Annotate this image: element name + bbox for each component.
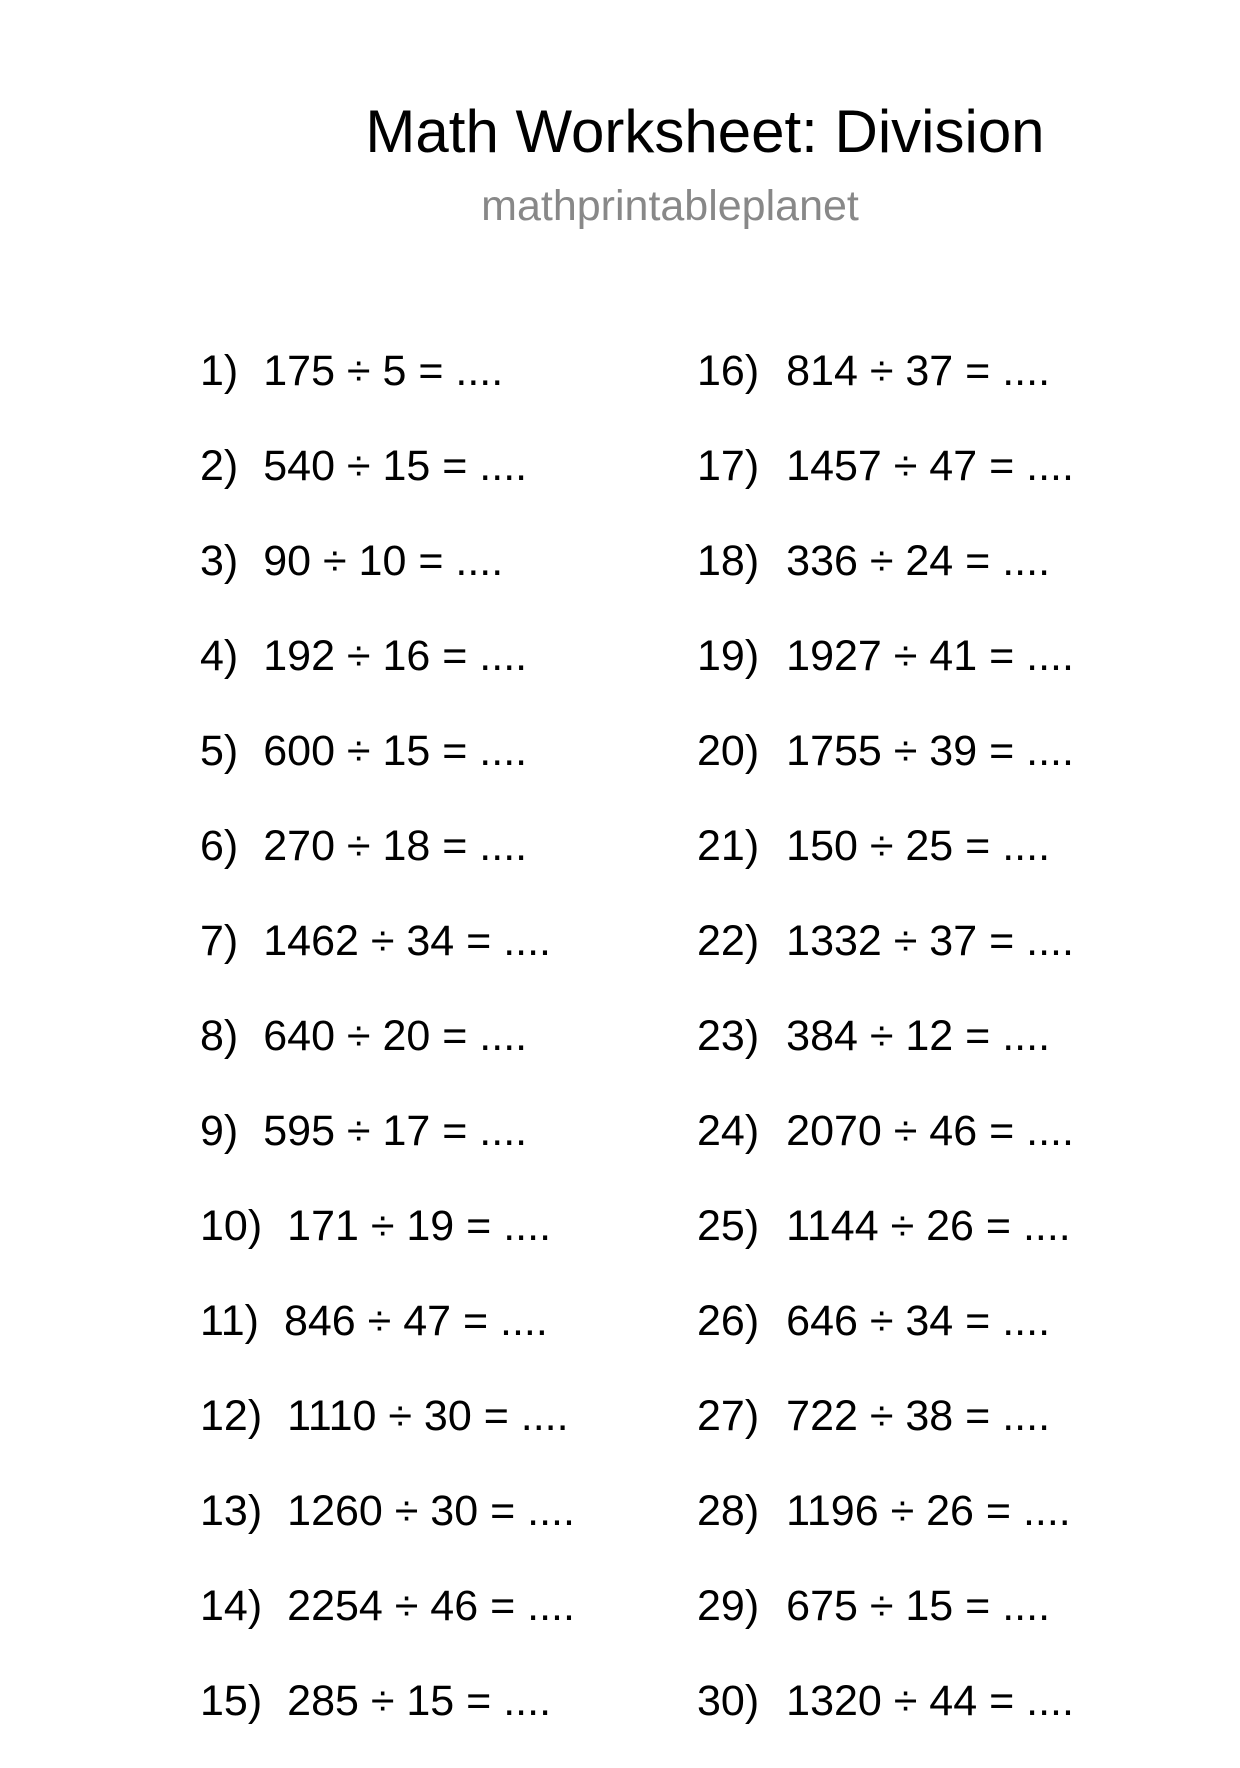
problem-number: 11): [200, 1297, 259, 1345]
problem-item: [200, 1578, 575, 1673]
problem-item: [697, 1388, 1074, 1483]
problem-expression: 192 ÷ 16 = ....: [263, 632, 528, 680]
problem-expression: 1332 ÷ 37 = ....: [786, 917, 1074, 965]
problem-number: 6): [200, 822, 239, 870]
problem-number: 9): [200, 1107, 239, 1155]
problem-expression: 1457 ÷ 47 = ....: [786, 442, 1074, 490]
problem-number: 7): [200, 917, 239, 965]
problem-item: [200, 533, 575, 628]
problem-expression: 646 ÷ 34 = ....: [786, 1297, 1051, 1345]
problem-number: 4): [200, 632, 239, 680]
problem-expression: 1927 ÷ 41 = ....: [786, 632, 1074, 680]
problem-number: 28): [697, 1487, 760, 1535]
problem-item: [697, 343, 1074, 438]
problem-item: [200, 1388, 575, 1483]
problem-expression: 171 ÷ 19 = ....: [287, 1202, 552, 1250]
problem-number: 27): [697, 1392, 760, 1440]
problem-expression: 1260 ÷ 30 = ....: [287, 1487, 575, 1535]
problem-item: [697, 1103, 1074, 1198]
problem-number: 25): [697, 1202, 760, 1250]
problem-number: 12): [200, 1392, 263, 1440]
problem-item: [697, 628, 1074, 723]
problem-item: [200, 913, 575, 1008]
problem-item: [697, 723, 1074, 818]
problem-item: [697, 818, 1074, 913]
problem-expression: 270 ÷ 18 = ....: [263, 822, 528, 870]
problem-number: 17): [697, 442, 760, 490]
problem-expression: 1110 ÷ 30 = ....: [287, 1392, 569, 1440]
problem-item: [697, 438, 1074, 533]
problem-expression: 722 ÷ 38 = ....: [786, 1392, 1051, 1440]
problem-expression: 540 ÷ 15 = ....: [263, 442, 528, 490]
problem-expression: 1320 ÷ 44 = ....: [786, 1677, 1074, 1725]
problem-number: 13): [200, 1487, 263, 1535]
page-title: Math Worksheet: Division: [365, 98, 1045, 165]
problem-column-right: [697, 343, 1074, 1768]
problem-expression: 2254 ÷ 46 = ....: [287, 1582, 575, 1630]
problem-number: 3): [200, 537, 239, 585]
problem-number: 26): [697, 1297, 760, 1345]
problem-number: 23): [697, 1012, 760, 1060]
problem-number: 15): [200, 1677, 263, 1725]
problem-item: [200, 723, 575, 818]
problem-expression: 814 ÷ 37 = ....: [786, 347, 1051, 395]
page-subtitle: mathprintableplanet: [481, 182, 859, 230]
problem-item: [200, 1293, 575, 1388]
problem-number: 19): [697, 632, 760, 680]
problem-expression: 90 ÷ 10 = ....: [263, 537, 504, 585]
problem-number: 20): [697, 727, 760, 775]
problem-expression: 846 ÷ 47 = ....: [283, 1297, 548, 1345]
problem-item: [697, 533, 1074, 628]
problem-item: [697, 1198, 1074, 1293]
problem-number: 21): [697, 822, 760, 870]
problem-expression: 1462 ÷ 34 = ....: [263, 917, 552, 965]
problem-number: 1): [200, 347, 239, 395]
problem-item: [200, 438, 575, 533]
problem-expression: 384 ÷ 12 = ....: [786, 1012, 1051, 1060]
problem-item: [697, 1293, 1074, 1388]
problem-expression: 675 ÷ 15 = ....: [786, 1582, 1051, 1630]
problem-number: 30): [697, 1677, 760, 1725]
problem-number: 22): [697, 917, 760, 965]
problem-item: [697, 1008, 1074, 1103]
problem-number: 16): [697, 347, 760, 395]
problem-number: 24): [697, 1107, 760, 1155]
problem-number: 2): [200, 442, 239, 490]
problem-expression: 595 ÷ 17 = ....: [263, 1107, 528, 1155]
problem-item: [200, 1008, 575, 1103]
problem-number: 8): [200, 1012, 239, 1060]
problem-expression: 1755 ÷ 39 = ....: [786, 727, 1074, 775]
problem-expression: 1196 ÷ 26 = ....: [786, 1487, 1071, 1535]
problem-expression: 285 ÷ 15 = ....: [287, 1677, 552, 1725]
problem-item: [697, 913, 1074, 1008]
problem-expression: 640 ÷ 20 = ....: [263, 1012, 528, 1060]
problem-item: [697, 1578, 1074, 1673]
problem-number: 14): [200, 1582, 263, 1630]
problem-item: [200, 628, 575, 723]
problem-expression: 600 ÷ 15 = ....: [263, 727, 528, 775]
problem-item: [697, 1483, 1074, 1578]
problem-item: [200, 818, 575, 913]
problem-expression: 1144 ÷ 26 = ....: [786, 1202, 1071, 1250]
problem-number: 18): [697, 537, 760, 585]
problem-number: 29): [697, 1582, 760, 1630]
problem-item: [200, 343, 575, 438]
problem-number: 5): [200, 727, 239, 775]
problem-expression: 175 ÷ 5 = ....: [263, 347, 504, 395]
problem-item: [200, 1103, 575, 1198]
problem-item: [200, 1198, 575, 1293]
problem-number: 10): [200, 1202, 263, 1250]
problem-expression: 150 ÷ 25 = ....: [786, 822, 1051, 870]
problem-item: [200, 1483, 575, 1578]
problem-column-left: [200, 343, 575, 1768]
problem-expression: 2070 ÷ 46 = ....: [786, 1107, 1074, 1155]
problem-expression: 336 ÷ 24 = ....: [786, 537, 1051, 585]
